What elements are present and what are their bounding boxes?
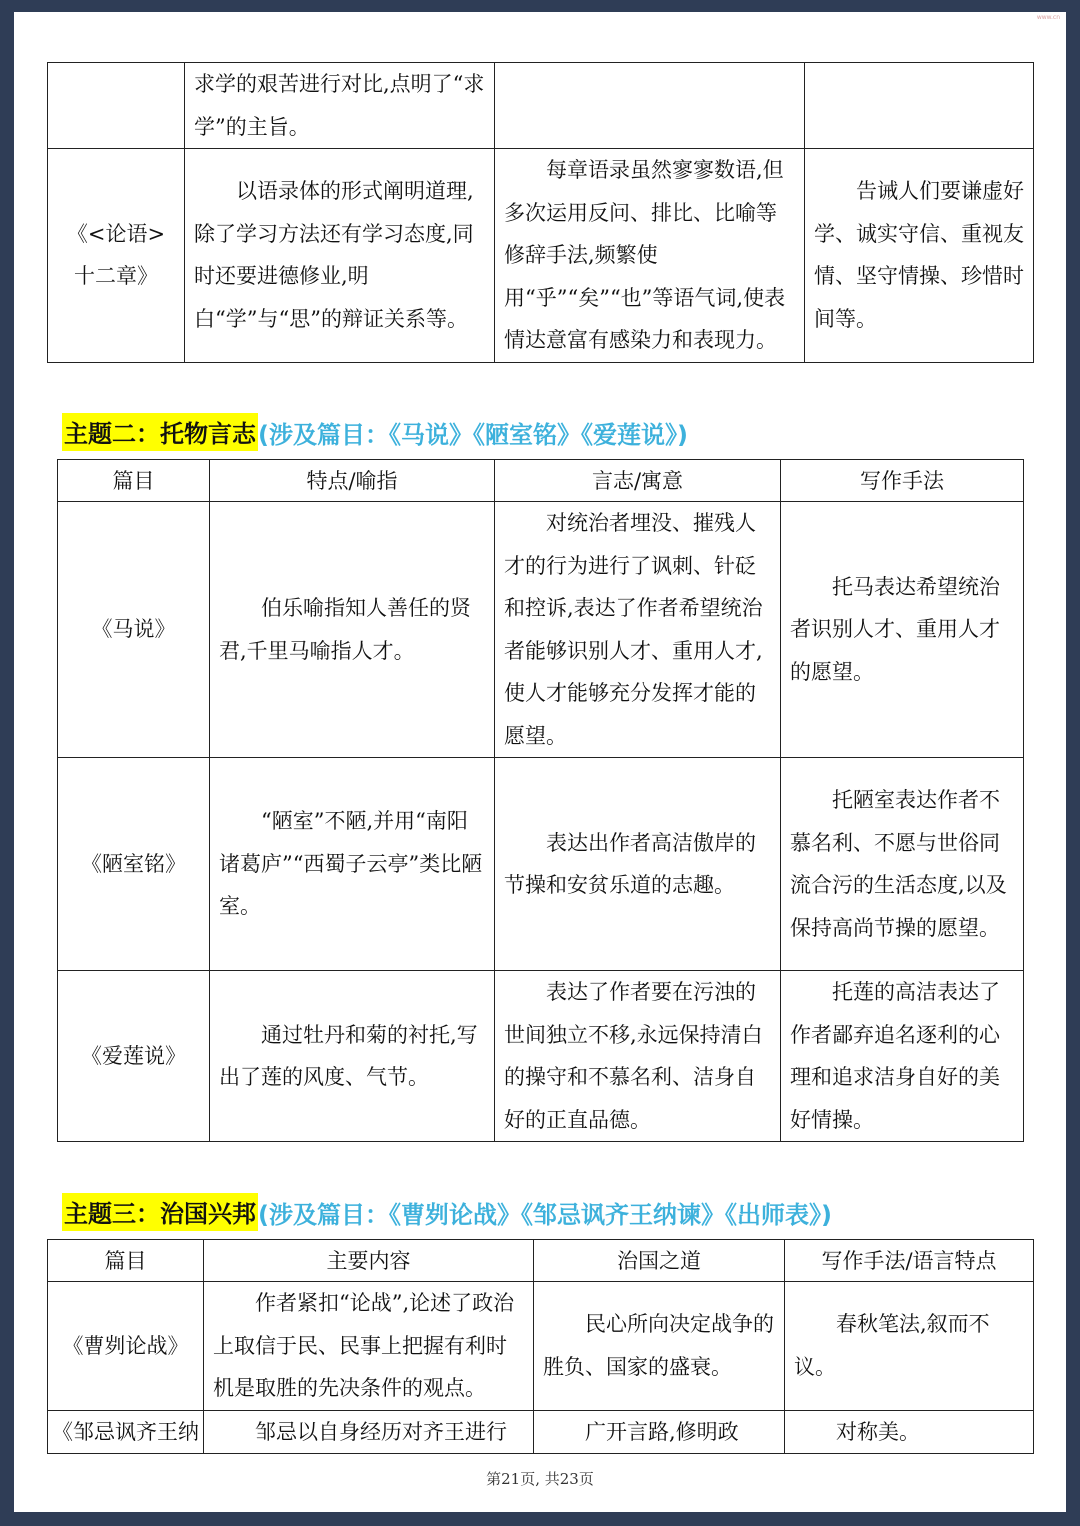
table-theme1-continued: [47, 62, 1034, 363]
cell-title: 《马说》: [58, 502, 210, 758]
cell-feature: 通过牡丹和菊的衬托,写出了莲的风度、气节。: [210, 971, 495, 1142]
table-header-row: [48, 1240, 1034, 1282]
section-titles: (涉及篇目：《马说》《陋室铭》《爱莲说》): [258, 420, 688, 449]
table-header-row: [58, 460, 1024, 502]
cell-meaning: 表达了作者要在污浊的世间独立不移,永远保持清白的操守和不慕名利、洁身自好的正直品德。: [495, 971, 781, 1142]
column-header: 言志/寓意: [495, 460, 781, 502]
cell-content: 求学的艰苦进行对比,点明了“求学”的主旨。: [185, 63, 495, 149]
table-row: [48, 1282, 1034, 1411]
cell-feature: 对称美。: [785, 1410, 1034, 1454]
cell-feature: 伯乐喻指知人善任的贤君,千里马喻指人才。: [210, 502, 495, 758]
cell-content: 邹忌以自身经历对齐王进行: [204, 1410, 534, 1454]
cell-content: 作者紧扣“论战”,论述了政治上取信于民、民事上把握有利时机是取胜的先决条件的观点。: [204, 1282, 534, 1411]
cell-title: 《邹忌讽齐王纳: [48, 1410, 204, 1454]
table-row: [48, 149, 1034, 363]
page-footer: 第21页, 共23页: [486, 1470, 594, 1488]
cell-title: 《陋室铭》: [58, 758, 210, 971]
cell-technique: 托陋室表达作者不慕名利、不愿与世俗同流合污的生活态度,以及保持高尚节操的愿望。: [781, 758, 1024, 971]
section-label: 主题三：治国兴邦: [62, 1193, 258, 1231]
section-heading-theme2: [62, 411, 688, 453]
table-theme2: [57, 459, 1024, 1142]
cell-meaning: 表达出作者高洁傲岸的节操和安贫乐道的志趣。: [495, 758, 781, 971]
column-header: 篇目: [58, 460, 210, 502]
table-row: [58, 502, 1024, 758]
cell-technique: 托马表达希望统治者识别人才、重用人才的愿望。: [781, 502, 1024, 758]
cell-style: [495, 63, 805, 149]
table-row: [48, 1410, 1034, 1454]
column-header: 治国之道: [534, 1240, 785, 1282]
watermark: www.cn: [1036, 14, 1060, 21]
section-label: 主题二：托物言志: [62, 413, 258, 451]
column-header: 特点/喻指: [210, 460, 495, 502]
table-theme3: [47, 1239, 1034, 1454]
cell-feature: “陋室”不陋,并用“南阳诸葛庐”“西蜀子云亭”类比陋室。: [210, 758, 495, 971]
column-header: 篇目: [48, 1240, 204, 1282]
cell-title: 《爱莲说》: [58, 971, 210, 1142]
cell-theme: 告诫人们要谦虚好学、诚实守信、重视友情、坚守情操、珍惜时间等。: [805, 149, 1034, 363]
section-titles: (涉及篇目：《曹刿论战》《邹忌讽齐王纳谏》《出师表》): [258, 1200, 832, 1229]
cell-feature: 春秋笔法,叙而不议。: [785, 1282, 1034, 1411]
cell-technique: 托莲的高洁表达了作者鄙弃追名逐利的心理和追求洁身自好的美好情操。: [781, 971, 1024, 1142]
cell-title: 《<论语>十二章》: [48, 149, 185, 363]
table-row: [58, 971, 1024, 1142]
cell-content: 以语录体的形式阐明道理,除了学习方法还有学习态度,同时还要进德修业,明白“学”与“思”的辩证关系等。: [185, 149, 495, 363]
table-row: [48, 63, 1034, 149]
cell-way: 广开言路,修明政: [534, 1410, 785, 1454]
cell-theme: [805, 63, 1034, 149]
table-row: [58, 758, 1024, 971]
cell-title: [48, 63, 185, 149]
column-header: 写作手法/语言特点: [785, 1240, 1034, 1282]
cell-meaning: 对统治者埋没、摧残人才的行为进行了讽刺、针砭和控诉,表达了作者希望统治者能够识别人才、重用人才,使人才能够充分发挥才能的愿望。: [495, 502, 781, 758]
section-heading-theme3: [62, 1191, 832, 1233]
column-header: 主要内容: [204, 1240, 534, 1282]
cell-way: 民心所向决定战争的胜负、国家的盛衰。: [534, 1282, 785, 1411]
cell-title: 《曹刿论战》: [48, 1282, 204, 1411]
cell-style: 每章语录虽然寥寥数语,但多次运用反问、排比、比喻等修辞手法,频繁使用“乎”“矣”“也”等语气词,使表情达意富有感染力和表现力。: [495, 149, 805, 363]
column-header: 写作手法: [781, 460, 1024, 502]
